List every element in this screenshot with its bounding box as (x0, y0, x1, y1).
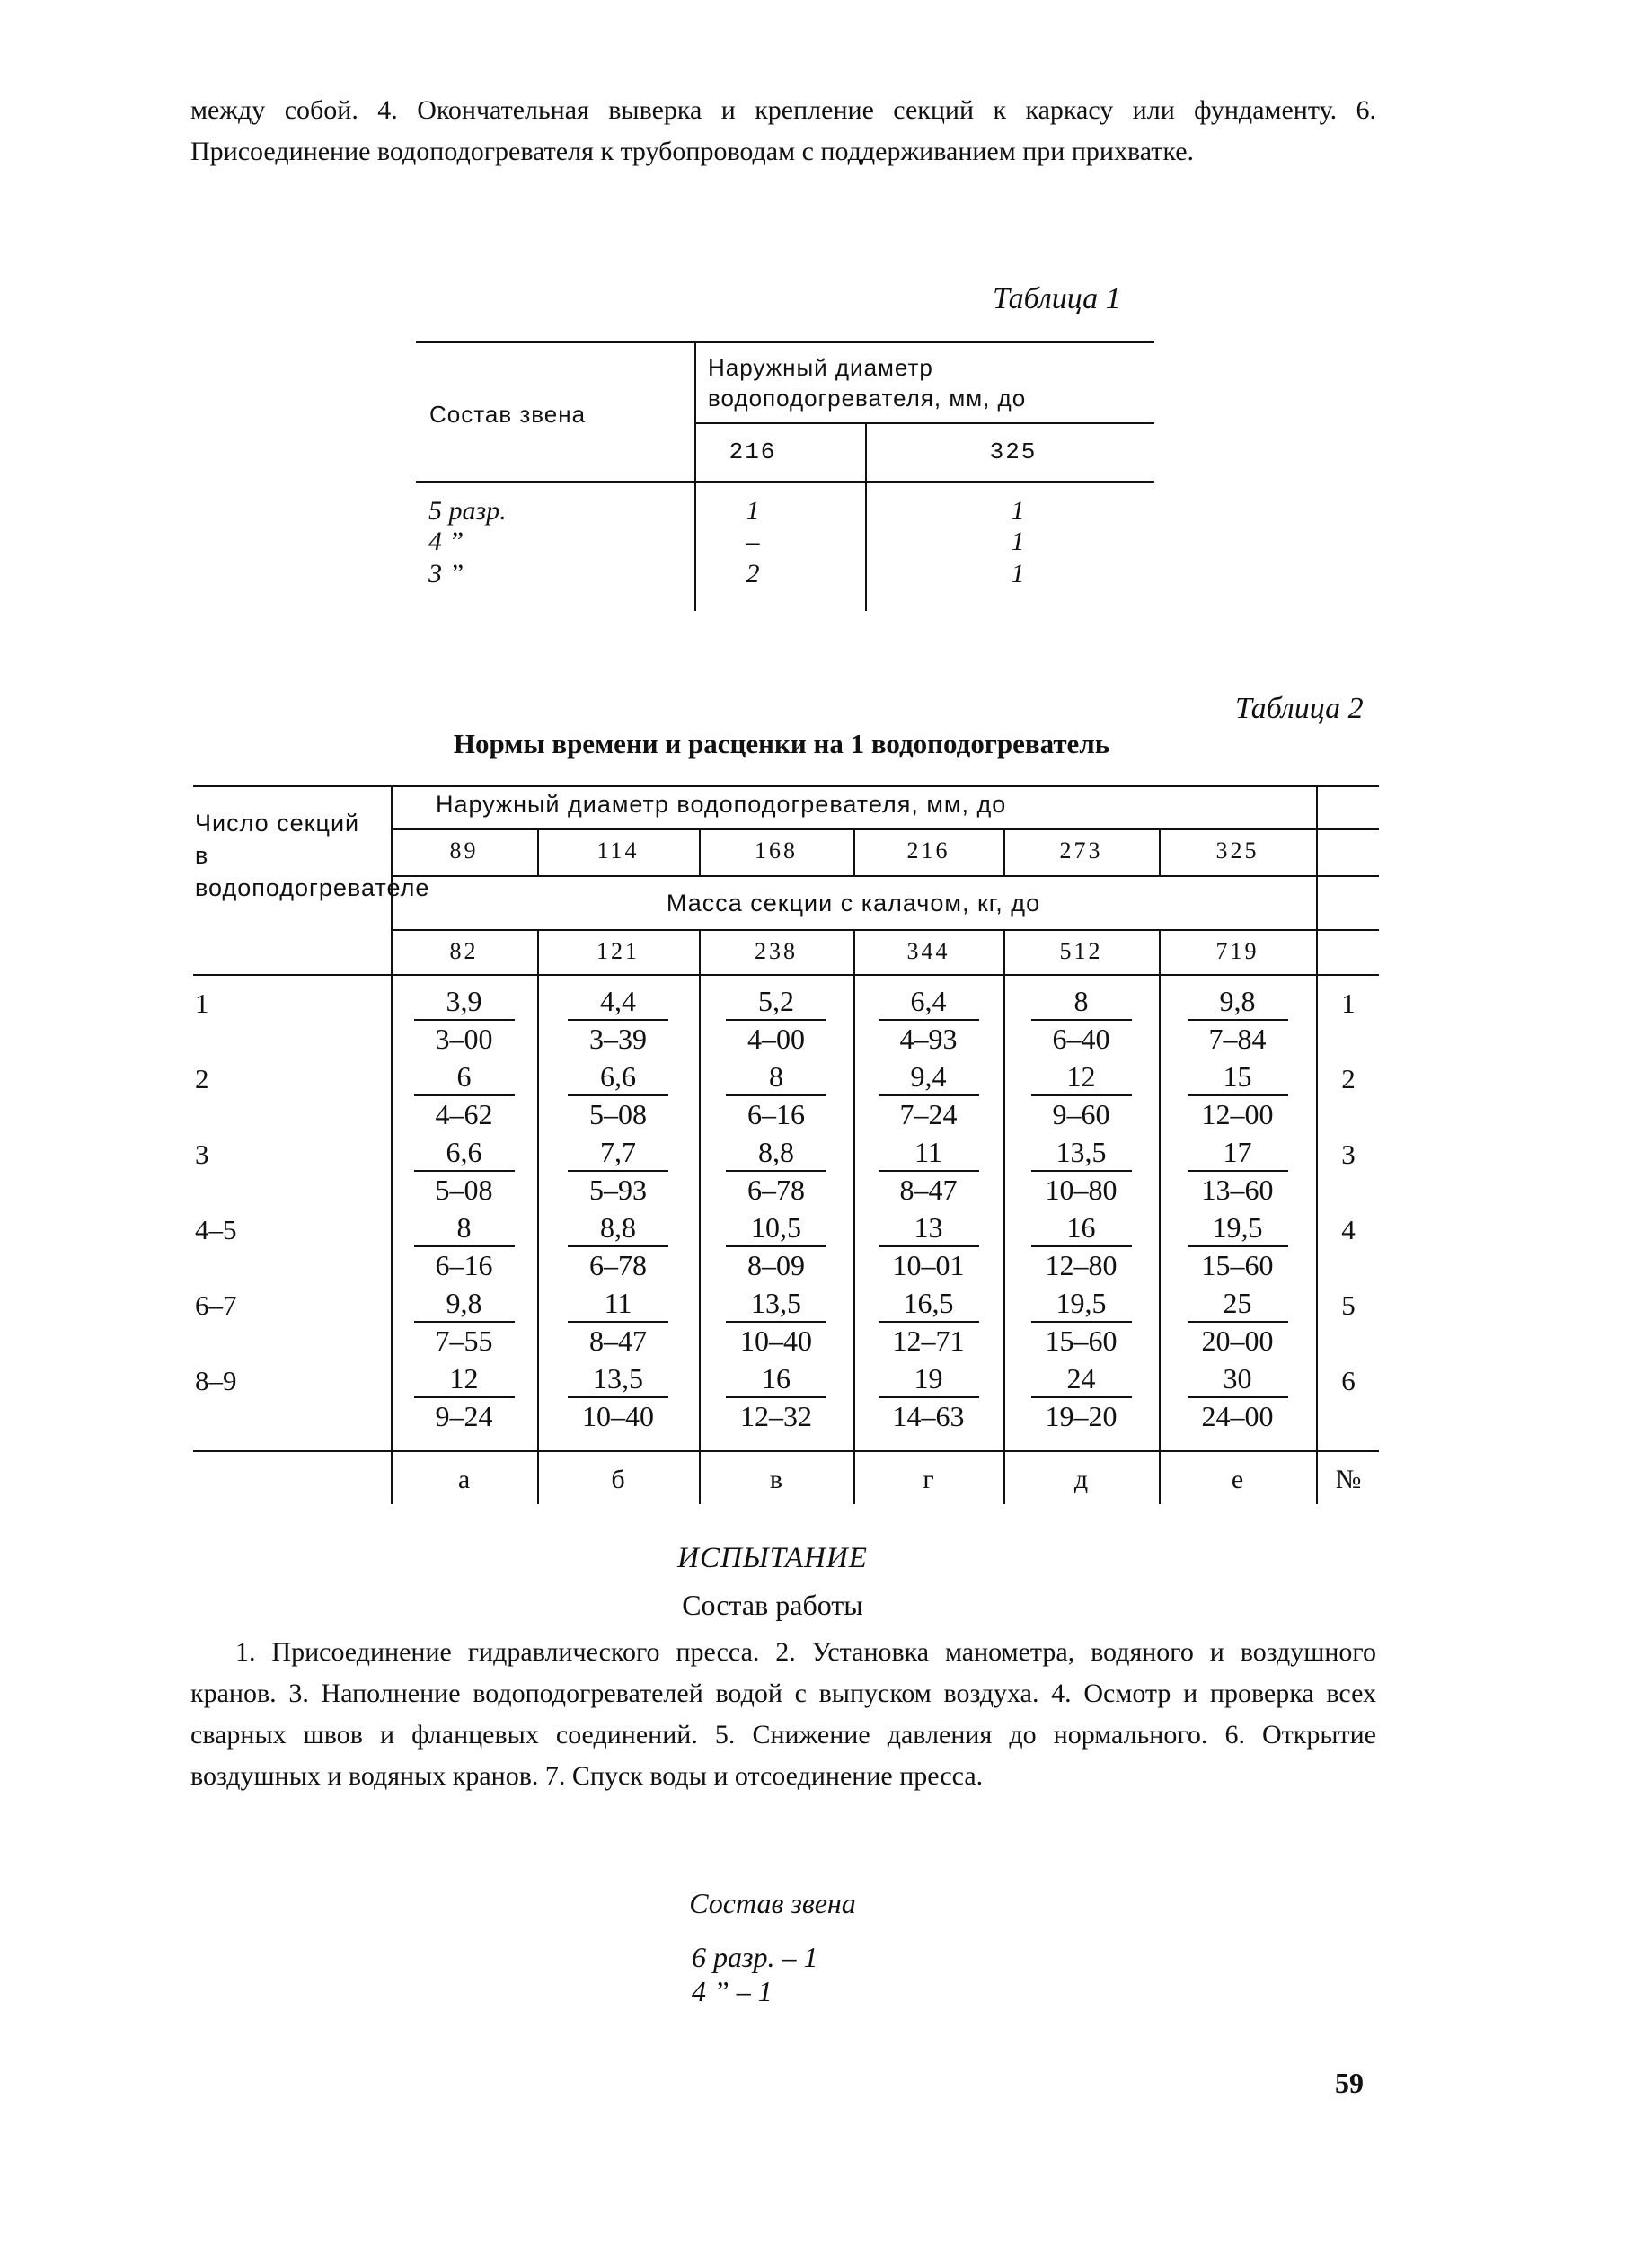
time-norm: 4,4 (568, 984, 668, 1021)
time-norm: 10,5 (726, 1210, 826, 1247)
rate: 12–32 (740, 1400, 812, 1432)
table2-diameter-cell: 273 (1059, 837, 1103, 864)
table2-norm-cell (555, 984, 681, 1056)
time-norm: 8 (414, 1210, 515, 1247)
table2-mass-cell: 344 (906, 938, 950, 964)
time-norm: 11 (879, 1135, 979, 1172)
time-norm: 13,5 (1031, 1135, 1132, 1172)
rate: 7–24 (899, 1098, 958, 1130)
rate: 4–62 (435, 1098, 493, 1130)
time-norm: 6,6 (568, 1059, 668, 1096)
rate: 10–40 (740, 1324, 812, 1357)
time-norm: 6,6 (414, 1135, 515, 1172)
rate: 5–08 (435, 1174, 493, 1206)
table2-sections-label: 8–9 (195, 1365, 237, 1396)
table1-grade: 3 ” (428, 559, 464, 589)
table2-sections-label: 4–5 (195, 1214, 237, 1245)
table2-column-letter: в (769, 1465, 783, 1494)
table2-column-letter: д (1073, 1465, 1089, 1494)
table2-norm-cell (402, 1135, 527, 1207)
time-norm: 19 (879, 1361, 979, 1398)
table2-norm-cell (1175, 984, 1301, 1056)
table2-column-letter: г (923, 1465, 934, 1494)
crew-heading: Состав звена (689, 1887, 856, 1919)
table2-mass-header: Масса секции с калачом, кг, до (666, 890, 1041, 917)
time-norm: 19,5 (1188, 1210, 1288, 1247)
table1-value: – (746, 527, 760, 556)
time-norm: 3,9 (414, 984, 515, 1021)
rate: 4–00 (747, 1023, 805, 1055)
rate: 24–00 (1201, 1400, 1274, 1432)
table2-norm-cell (713, 1286, 839, 1358)
table2-norm-cell (402, 984, 527, 1056)
table2-norm-cell (866, 984, 992, 1056)
table2-row-number: 3 (1341, 1138, 1356, 1170)
rate: 6–16 (747, 1098, 805, 1130)
time-norm: 13 (879, 1210, 979, 1247)
table2-row-number: 5 (1341, 1289, 1356, 1321)
time-norm: 16 (1031, 1210, 1132, 1247)
table2-diameter-cell: 114 (596, 837, 640, 864)
table2-mass-cell: 512 (1059, 938, 1103, 964)
rate: 12–80 (1045, 1249, 1118, 1281)
table1-header-left: Состав звена (429, 401, 587, 428)
rate: 5–93 (589, 1174, 647, 1206)
table1-size-325: 325 (989, 438, 1038, 465)
table2-norm-cell (555, 1135, 681, 1207)
time-norm: 6 (414, 1059, 515, 1096)
table2-norm-cell (866, 1210, 992, 1282)
table2-norm-cell (866, 1059, 992, 1131)
table1 (416, 341, 1154, 611)
table2-row-number: 1 (1341, 988, 1356, 1019)
table1-value: 1 (1011, 527, 1025, 556)
table2-label: Таблица 2 (1235, 692, 1364, 725)
table2 (193, 785, 1379, 1504)
time-norm: 17 (1188, 1135, 1288, 1172)
table2-mass-cell: 719 (1215, 938, 1259, 964)
table1-size-216: 216 (729, 438, 777, 465)
table2-norm-cell (1175, 1210, 1301, 1282)
time-norm: 30 (1188, 1361, 1288, 1398)
rate: 10–01 (892, 1249, 965, 1281)
rate: 4–93 (899, 1023, 958, 1055)
table2-norm-cell (1019, 1361, 1144, 1433)
table2-norm-cell (402, 1361, 527, 1433)
rate: 13–60 (1201, 1174, 1274, 1206)
time-norm: 8,8 (568, 1210, 668, 1247)
table2-norm-cell (402, 1210, 527, 1282)
table2-column-letter: а (457, 1465, 471, 1494)
table2-number-mark: № (1335, 1465, 1362, 1494)
rate: 15–60 (1045, 1324, 1118, 1357)
table2-sections-label: 3 (195, 1138, 209, 1170)
rate: 7–84 (1208, 1023, 1267, 1055)
time-norm: 16,5 (879, 1286, 979, 1323)
time-norm: 19,5 (1031, 1286, 1132, 1323)
time-norm: 12 (414, 1361, 515, 1398)
table2-title: Нормы времени и расценки на 1 водоподогреватель (453, 728, 1110, 759)
time-norm: 13,5 (726, 1286, 826, 1323)
table2-norm-cell (555, 1210, 681, 1282)
time-norm: 9,8 (414, 1286, 515, 1323)
table2-sections-label: 6–7 (195, 1289, 237, 1321)
table2-norm-cell (1175, 1361, 1301, 1433)
time-norm: 12 (1031, 1059, 1132, 1096)
table1-value: 1 (746, 496, 760, 526)
rate: 12–00 (1201, 1098, 1274, 1130)
table2-norm-cell (866, 1361, 992, 1433)
rate: 8–47 (589, 1324, 647, 1357)
rate: 10–40 (582, 1400, 654, 1432)
table2-norm-cell (1019, 984, 1144, 1056)
rate: 9–60 (1052, 1098, 1110, 1130)
table2-sections-label: 1 (195, 988, 209, 1019)
table2-norm-cell (555, 1361, 681, 1433)
rate: 8–09 (747, 1249, 805, 1281)
table2-norm-cell (713, 1059, 839, 1131)
table1-header-group: Наружный диаметр водоподогревателя, мм, до (708, 354, 1027, 412)
table2-norm-cell (1019, 1059, 1144, 1131)
crew-line: 6 разр. – 1 (692, 1941, 818, 1973)
table2-norm-cell (866, 1135, 992, 1207)
time-norm: 16 (726, 1361, 826, 1398)
time-norm: 8,8 (726, 1135, 826, 1172)
table2-row-number: 6 (1341, 1365, 1356, 1396)
table2-mass-cell: 238 (755, 938, 798, 964)
table2-norm-cell (866, 1286, 992, 1358)
table2-norm-cell (713, 1361, 839, 1433)
table2-mass-cell: 82 (449, 938, 479, 964)
table2-norm-cell (555, 1286, 681, 1358)
table2-row-number: 2 (1341, 1063, 1356, 1094)
time-norm: 25 (1188, 1286, 1288, 1323)
table2-norm-cell (713, 1210, 839, 1282)
page-number: 59 (1335, 2067, 1364, 2099)
rate: 5–08 (589, 1098, 647, 1130)
rate: 20–00 (1201, 1324, 1274, 1357)
table1-label: Таблица 1 (993, 282, 1121, 315)
table2-norm-cell (1175, 1059, 1301, 1131)
table2-norm-cell (402, 1059, 527, 1131)
rate: 3–00 (435, 1023, 493, 1055)
time-norm: 6,4 (879, 984, 979, 1021)
rate: 3–39 (589, 1023, 647, 1055)
section-title: ИСПЫТАНИЕ (677, 1542, 868, 1574)
time-norm: 8 (1031, 984, 1132, 1021)
time-norm: 15 (1188, 1059, 1288, 1096)
table2-norm-cell (402, 1286, 527, 1358)
time-norm: 13,5 (568, 1361, 668, 1398)
rate: 9–24 (435, 1400, 493, 1432)
table2-mass-cell: 121 (596, 938, 640, 964)
table2-row-header: Число секций в водоподогревателе (195, 810, 430, 901)
table2-diameter-cell: 325 (1215, 837, 1259, 864)
table2-norm-cell (1019, 1135, 1144, 1207)
time-norm: 8 (726, 1059, 826, 1096)
table2-norm-cell (713, 1135, 839, 1207)
table2-sections-label: 2 (195, 1063, 209, 1094)
table1-value: 1 (1011, 559, 1025, 589)
table2-norm-cell (1175, 1286, 1301, 1358)
table2-diameter-cell: 89 (449, 837, 479, 864)
table2-norm-cell (1175, 1135, 1301, 1207)
table2-norm-cell (713, 984, 839, 1056)
intro-paragraph: между собой. 4. Окончательная выверка и крепление секций к каркасу или фундаменту. 6. Присоединение водоподогревателя к трубопроводам с поддерживанием при прихватке. (190, 95, 1376, 166)
rate: 19–20 (1045, 1400, 1118, 1432)
rate: 6–78 (747, 1174, 805, 1206)
table2-norm-cell (1019, 1210, 1144, 1282)
rate: 6–78 (589, 1249, 647, 1281)
table2-column-letter: б (611, 1465, 625, 1494)
work-heading: Состав работы (682, 1589, 863, 1621)
rate: 15–60 (1201, 1249, 1274, 1281)
time-norm: 7,7 (568, 1135, 668, 1172)
time-norm: 11 (568, 1286, 668, 1323)
work-paragraph: 1. Присоединение гидравлического пресса. 2. Установка манометра, водяного и воздушного кранов. 3. Наполнение водоподогревателей водой с выпуском воздуха. 4. Осмотр и проверка всех сварных швов и фланцевых соединений. 5. Снижение давления до нормального. 6. Открытие воздушных и водяных кранов. 7. Спуск воды и отсоединение пресса. (190, 1637, 1376, 1791)
table2-norm-cell (1019, 1286, 1144, 1358)
rate: 14–63 (892, 1400, 965, 1432)
table1-value: 1 (1011, 496, 1025, 526)
rate: 6–16 (435, 1249, 493, 1281)
time-norm: 5,2 (726, 984, 826, 1021)
table1-grade: 5 разр. (428, 496, 507, 526)
table2-diameter-cell: 168 (755, 837, 798, 864)
time-norm: 9,8 (1188, 984, 1288, 1021)
rate: 10–80 (1045, 1174, 1118, 1206)
table2-diameter-header: Наружный диаметр водоподогревателя, мм, до (436, 791, 1007, 818)
table2-row-number: 4 (1341, 1214, 1356, 1245)
time-norm: 24 (1031, 1361, 1132, 1398)
table2-column-letter: е (1231, 1465, 1244, 1494)
rate: 12–71 (892, 1324, 965, 1357)
crew-line: 4 ” – 1 (692, 1975, 773, 2007)
table2-norm-cell (555, 1059, 681, 1131)
table2-diameter-cell: 216 (906, 837, 950, 864)
time-norm: 9,4 (879, 1059, 979, 1096)
rate: 8–47 (899, 1174, 958, 1206)
rate: 6–40 (1052, 1023, 1110, 1055)
table1-value: 2 (746, 559, 760, 589)
rate: 7–55 (435, 1324, 493, 1357)
table1-grade: 4 ” (428, 527, 464, 556)
